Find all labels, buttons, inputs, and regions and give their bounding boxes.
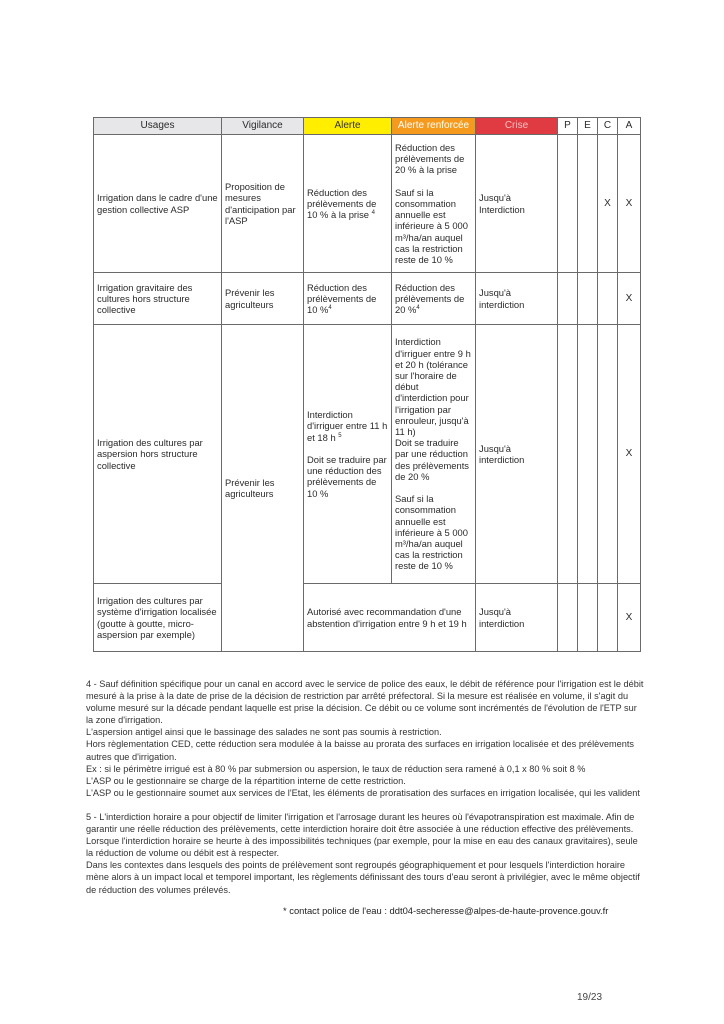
usage-cell: Irrigation des cultures par système d'irrigation localisée (goutte à goutte, micro-aspersion par exemple) [94, 584, 222, 652]
header-usages: Usages [94, 118, 222, 135]
mark-e [578, 273, 598, 325]
footnote-ref: 5 [338, 432, 342, 439]
mark-c [598, 325, 618, 584]
footnote-5-para: Lorsque l'interdiction horaire se heurte à des impossibilités techniques (par exemple, pour la mise en eau des canaux gravitaires), seule la réduction de volume ou débit est à respecter. [86, 836, 638, 859]
alerte-cell: Réduction des prélèvements de 10 % à la prise $^4$ [304, 135, 392, 273]
crise-cell: Jusqu'à Interdiction [476, 135, 558, 273]
footnote-4-para: Ex : si le périmètre irrigué est à 80 % par submersion ou aspersion, le taux de réduction sera ramené à 0,1 x 80 % soit 8 % [86, 763, 586, 774]
usage-cell: Irrigation des cultures par aspersion hors structure collective [94, 325, 222, 584]
header-a: A [618, 118, 641, 135]
alerte-cell: Réduction des prélèvements de 10 %$^4$ [304, 273, 392, 325]
mark-e [578, 584, 598, 652]
footnote-5-para: 5 - L'interdiction horaire a pour objectif de limiter l'irrigation et l'arrosage durant les heures où l'évapotranspiration est maximale. Afin de garantir une réelle réduction des prélèvements, cette interdiction horaire doit être associée à une réduction effective des prélèvements. [86, 811, 635, 835]
footnote-4-para: L'ASP ou le gestionnaire soumet aux services de l'Etat, les éléments de proratisation des surfaces en irrigation localisée, qui les valident [86, 787, 640, 798]
usage-cell: Irrigation gravitaire des cultures hors structure collective [94, 273, 222, 325]
mark-a: X [618, 325, 641, 584]
mark-p [558, 584, 578, 652]
footnote-4-para: 4 - Sauf définition spécifique pour un canal en accord avec le service de police des eaux, le débit de référence pour l'irrigation est le débit mesuré à la prise à la date de prise de la décision de restriction par arrêté préfectoral. Si la mesure est réalisée en volume, il s'agit du volume mesuré sur la décade pendant laquelle est prise la décision. Ce débit ou ce volume sont incrémentés de l'évolution de l'ETP sur la zone d'irrigation. [86, 679, 644, 726]
table-row [94, 273, 641, 325]
mark-p [558, 325, 578, 584]
mark-c [598, 584, 618, 652]
merged-alerte-cell: Autorisé avec recommandation d'une abstention d'irrigation entre 9 h et 19 h [304, 584, 476, 652]
table-row [94, 135, 641, 273]
mark-c: X [598, 135, 618, 273]
header-vigilance: Vigilance [222, 118, 304, 135]
footnote-4-para: Hors règlementation CED, cette réduction sera modulée à la baisse au prorata des surfaces en irrigation localisée et des prélèvements autres que d'irrigation. [86, 739, 634, 762]
usage-cell: Irrigation dans le cadre d'une gestion collective ASP [94, 135, 222, 273]
alerte-cell: Interdiction d'irriguer entre 11 h et 18 h $^5$ Doit se traduire par une réduction des prélèvements de 10 % [304, 325, 392, 584]
footnote-4-para: L'aspersion antigel ainsi que le bassinage des salades ne sont pas soumis à restriction. [86, 727, 442, 738]
page-number: 19/23 [577, 992, 603, 1003]
header-c: C [598, 118, 618, 135]
footnote-ref: 4 [371, 210, 375, 217]
vigilance-cell: Prévenir les agriculteurs [222, 325, 304, 652]
header-crise: Crise [476, 118, 558, 135]
alerte-renforcee-cell: Interdiction d'irriguer entre 9 h et 20 h (tolérance sur l'horaire de début d'interdiction pour l'irrigation par enrouleur, jusqu'à 11 h) Doit se traduire par une réduction des prélèvements de 20 % Sauf si la consommation annuelle est inférieure à 5 000 m³/ha/an auquel cas la restriction reste de 10 % [392, 325, 476, 584]
footnotes [86, 678, 646, 896]
header-alerte: Alerte [304, 118, 392, 135]
crise-cell: Jusqu'à interdiction [476, 325, 558, 584]
vigilance-cell: Prévenir les agriculteurs [222, 273, 304, 325]
mark-c [598, 273, 618, 325]
footnote-ref: 4 [416, 305, 420, 312]
restriction-table [93, 117, 641, 652]
table-row [94, 325, 641, 584]
footnote-ref: 4 [328, 305, 332, 312]
table-row [94, 584, 641, 652]
mark-a: X [618, 584, 641, 652]
mark-a: X [618, 135, 641, 273]
mark-e [578, 135, 598, 273]
crise-cell: Jusqu'à interdiction [476, 273, 558, 325]
mark-p [558, 135, 578, 273]
header-e: E [578, 118, 598, 135]
crise-cell: Jusqu'à interdiction [476, 584, 558, 652]
header-alerte-renforcee: Alerte renforcée [392, 118, 476, 135]
alerte-renforcee-cell: Réduction des prélèvements de 20 %$^4$ [392, 273, 476, 325]
footnote-5-para: Dans les contextes dans lesquels des points de prélèvement sont regroupés géographiquement et pour lesquels l'interdiction horaire mène alors à un impact local et temporel important, les règlements définissant des tours d'eau seront à privilégier, avec le même objectif de réduction des volumes prélevés. [86, 860, 640, 895]
vigilance-cell: Proposition de mesures d'anticipation par l'ASP [222, 135, 304, 273]
contact-line: * contact police de l'eau : ddt04-secheresse@alpes-de-haute-provence.gouv.fr [283, 905, 609, 916]
mark-p [558, 273, 578, 325]
mark-a: X [618, 273, 641, 325]
mark-e [578, 325, 598, 584]
table-header-row [94, 118, 641, 135]
alerte-renforcee-cell: Réduction des prélèvements de 20 % à la prise Sauf si la consommation annuelle est inférieure à 5 000 m³/ha/an auquel cas la restriction reste de 10 % [392, 135, 476, 273]
footnote-4-para: L'ASP ou le gestionnaire se charge de la répartition interne de cette restriction. [86, 775, 406, 786]
header-p: P [558, 118, 578, 135]
